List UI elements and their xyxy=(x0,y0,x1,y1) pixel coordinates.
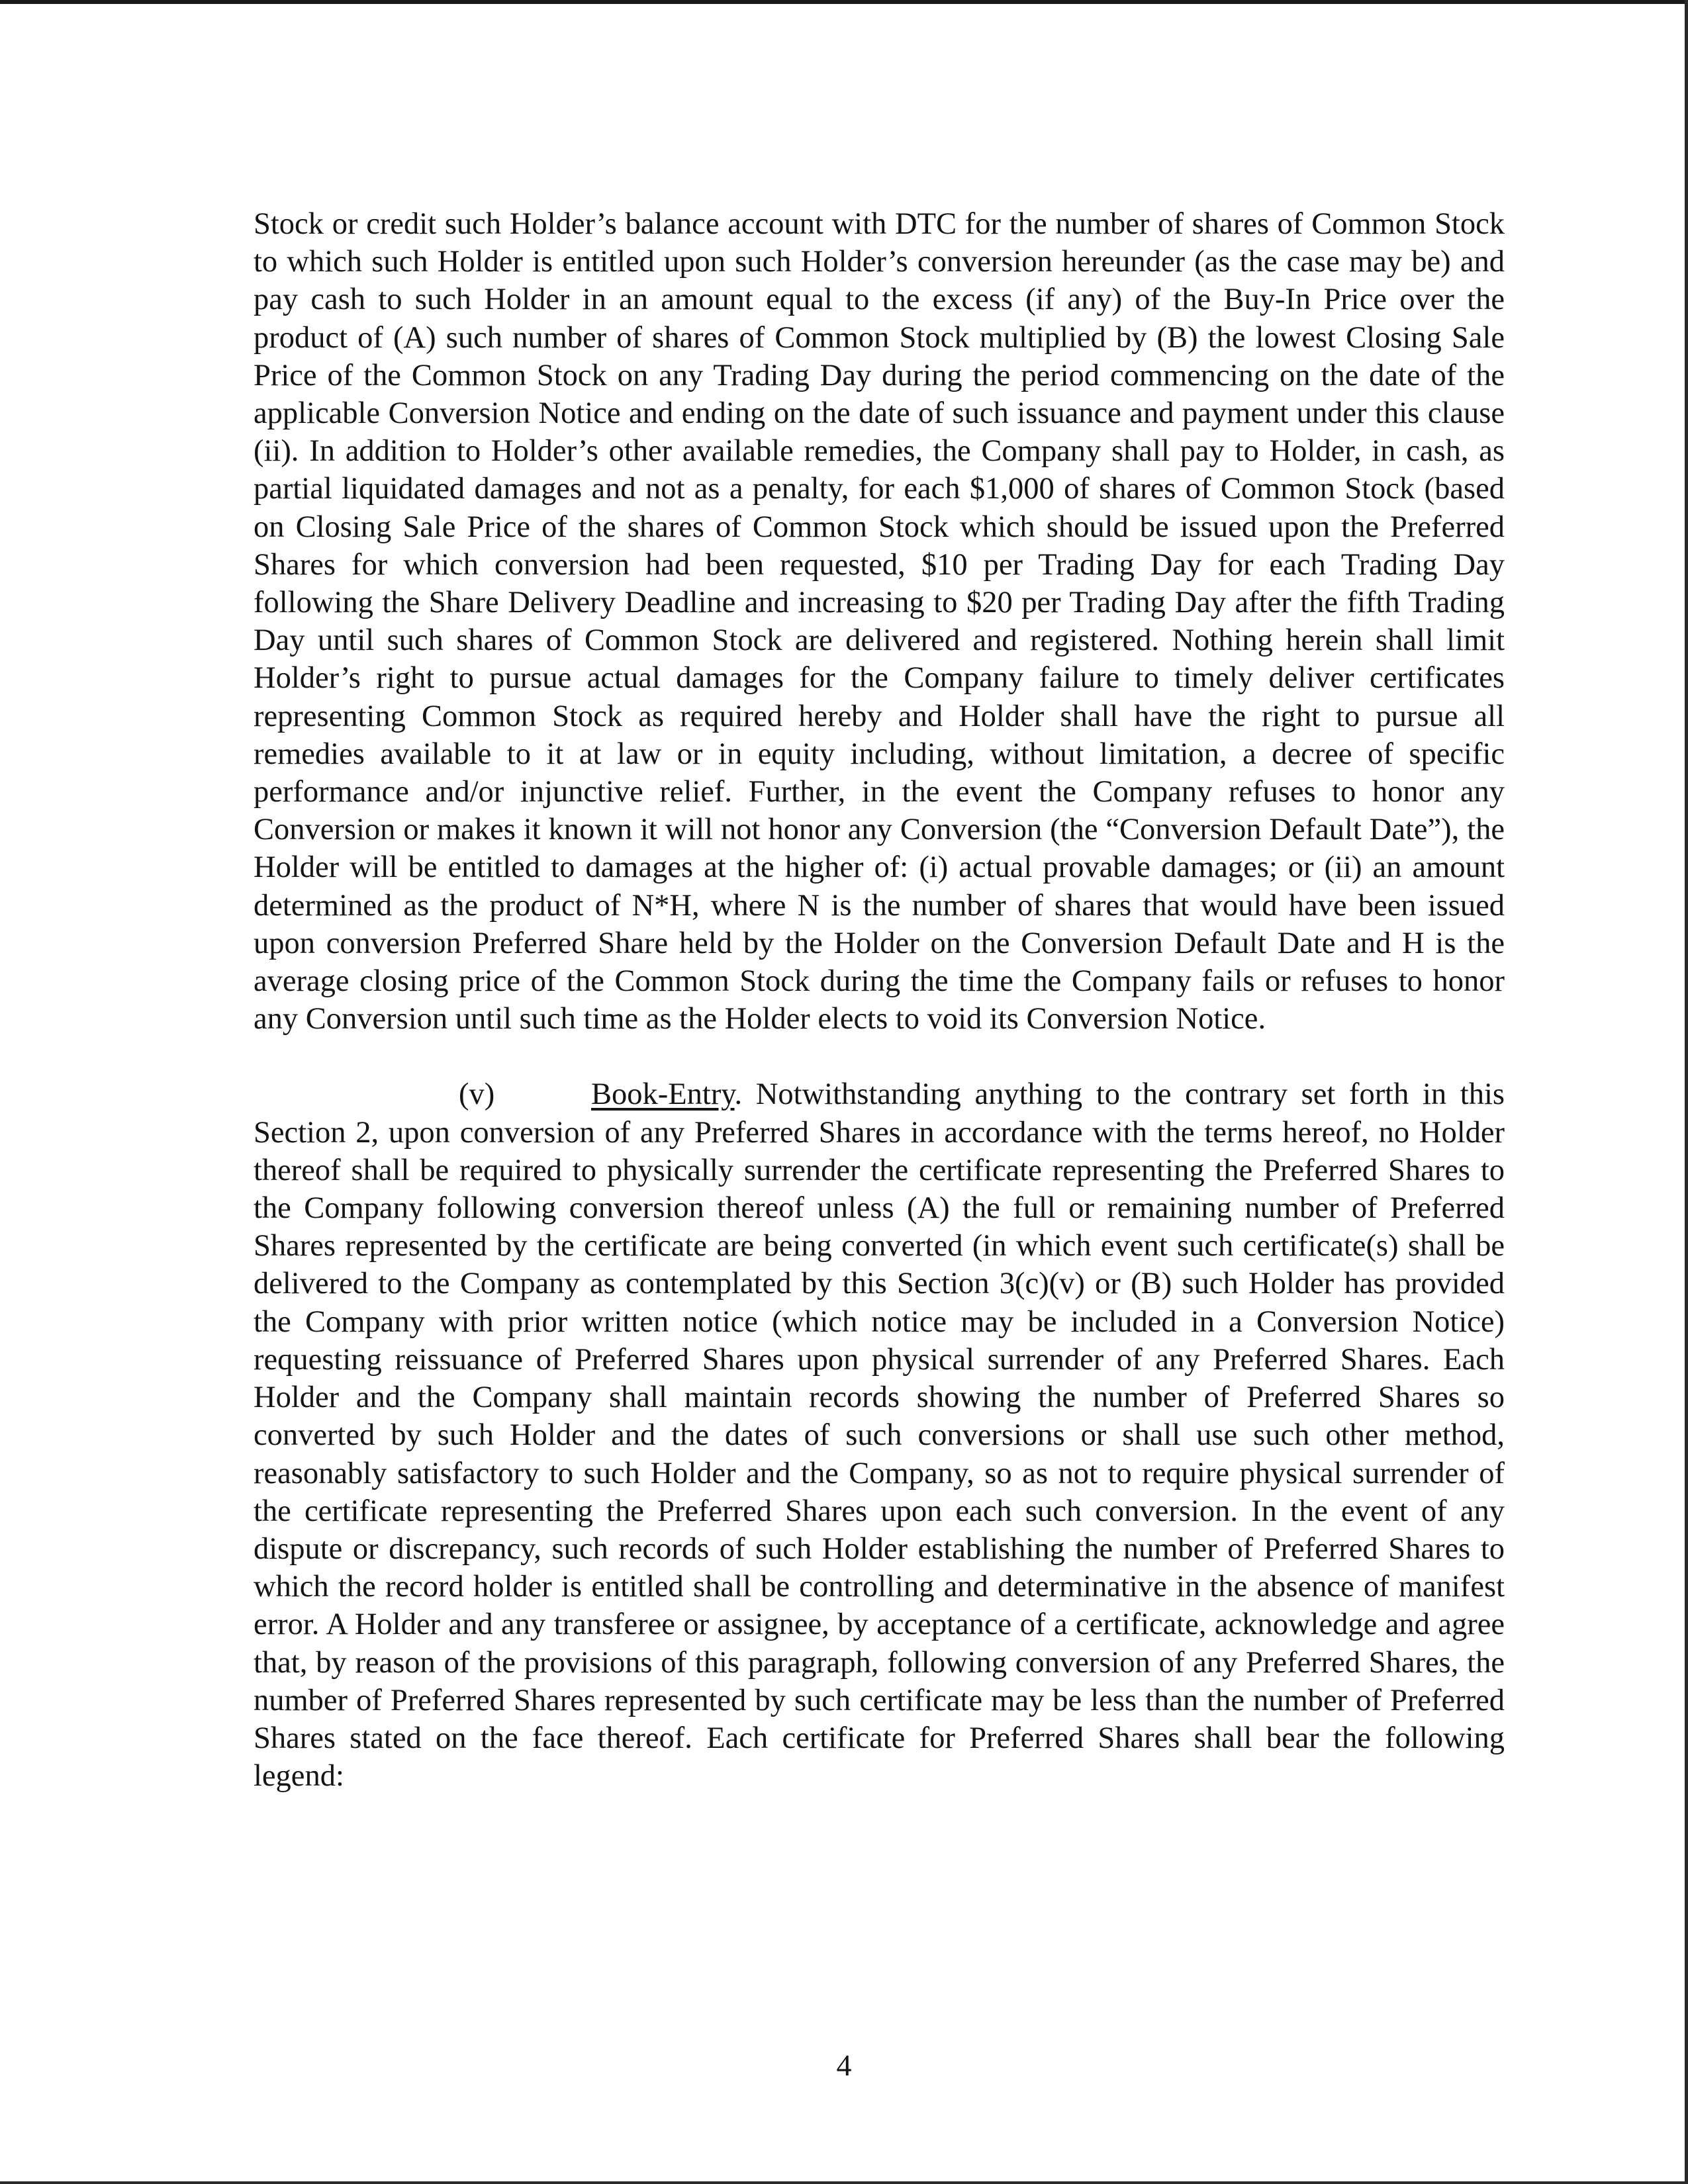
section-label: (v) xyxy=(459,1077,495,1112)
scan-border-top xyxy=(0,0,1688,4)
page-number: 4 xyxy=(836,2048,852,2082)
section-heading-punct: . xyxy=(734,1077,743,1112)
scan-border-bottom xyxy=(0,2181,1688,2184)
paragraph-book-entry xyxy=(254,1075,1505,1795)
paragraph-continued: Stock or credit such Holder’s balance account with DTC for the number of shares of Common Stock to which such Holder is entitled upon such Holder’s conversion hereunder (as the case may be) and pay cash to such Holder in an amount equal to the excess (if any) of the Buy-In Price over the product of (A) such number of shares of Common Stock multiplied by (B) the lowest Closing Sale Price of the Common Stock on any Trading Day during the period commencing on the date of the applicable Conversion Notice and ending on the date of such issuance and payment under this clause (ii). In addition to Holder’s other available remedies, the Company shall pay to Holder, in cash, as partial liquidated damages and not as a penalty, for each $1,000 of shares of Common Stock (based on Closing Sale Price of the shares of Common Stock which should be issued upon the Preferred Shares for which conversion had been requested, $10 per Trading Day for each Trading Day following the Share Delivery Deadline and increasing to $20 per Trading Day after the fifth Trading Day until such shares of Common Stock are delivered and registered. Nothing herein shall limit Holder’s right to pursue actual damages for the Company failure to timely deliver certificates representing Common Stock as required hereby and Holder shall have the right to pursue all remedies available to it at law or in equity including, without limitation, a decree of specific performance and/or injunctive relief. Further, in the event the Company refuses to honor any Conversion or makes it known it will not honor any Conversion (the “Conversion Default Date”), the Holder will be entitled to damages at the higher of: (i) actual provable damages; or (ii) an amount determined as the product of N*H, where N is the number of shares that would have been issued upon conversion Preferred Share held by the Holder on the Conversion Default Date and H is the average closing price of the Common Stock during the time the Company fails or refuses to honor any Conversion until such time as the Holder elects to void its Conversion Notice. xyxy=(254,207,1505,1036)
section-heading: Book-Entry xyxy=(591,1077,735,1112)
section-body: Notwithstanding anything to the contrary set forth in this Section 2, upon conversion of any Preferred Shares in accordance with the terms hereof, no Holder thereof shall be required to physically surrender the certificate representing the Preferred Shares to the Company following conversion thereof unless (A) the full or remaining number of Preferred Shares represented by the certificate are being converted (in which event such certificate(s) shall be delivered to the Company as contemplated by this Section 3(c)(v) or (B) such Holder has provided the Company with prior written notice (which notice may be included in a Conversion Notice) requesting reissuance of Preferred Shares upon physical surrender of any Preferred Shares. Each Holder and the Company shall maintain records showing the number of Preferred Shares so converted by such Holder and the dates of such conversions or shall use such other method, reasonably satisfactory to such Holder and the Company, so as not to require physical surrender of the certificate representing the Preferred Shares upon each such conversion. In the event of any dispute or discrepancy, such records of such Holder establishing the number of Preferred Shares to which the record holder is entitled shall be controlling and determinative in the absence of manifest error. A Holder and any transferee or assignee, by acceptance of a certificate, acknowledge and agree that, by reason of the provisions of this paragraph, following conversion of any Preferred Shares, the number of Preferred Shares represented by such certificate may be less than the number of Preferred Shares stated on the face thereof. Each certificate for Preferred Shares shall bear the following legend: xyxy=(254,1077,1505,1794)
scan-border-right xyxy=(1685,0,1688,2184)
document-body xyxy=(254,205,1505,1795)
